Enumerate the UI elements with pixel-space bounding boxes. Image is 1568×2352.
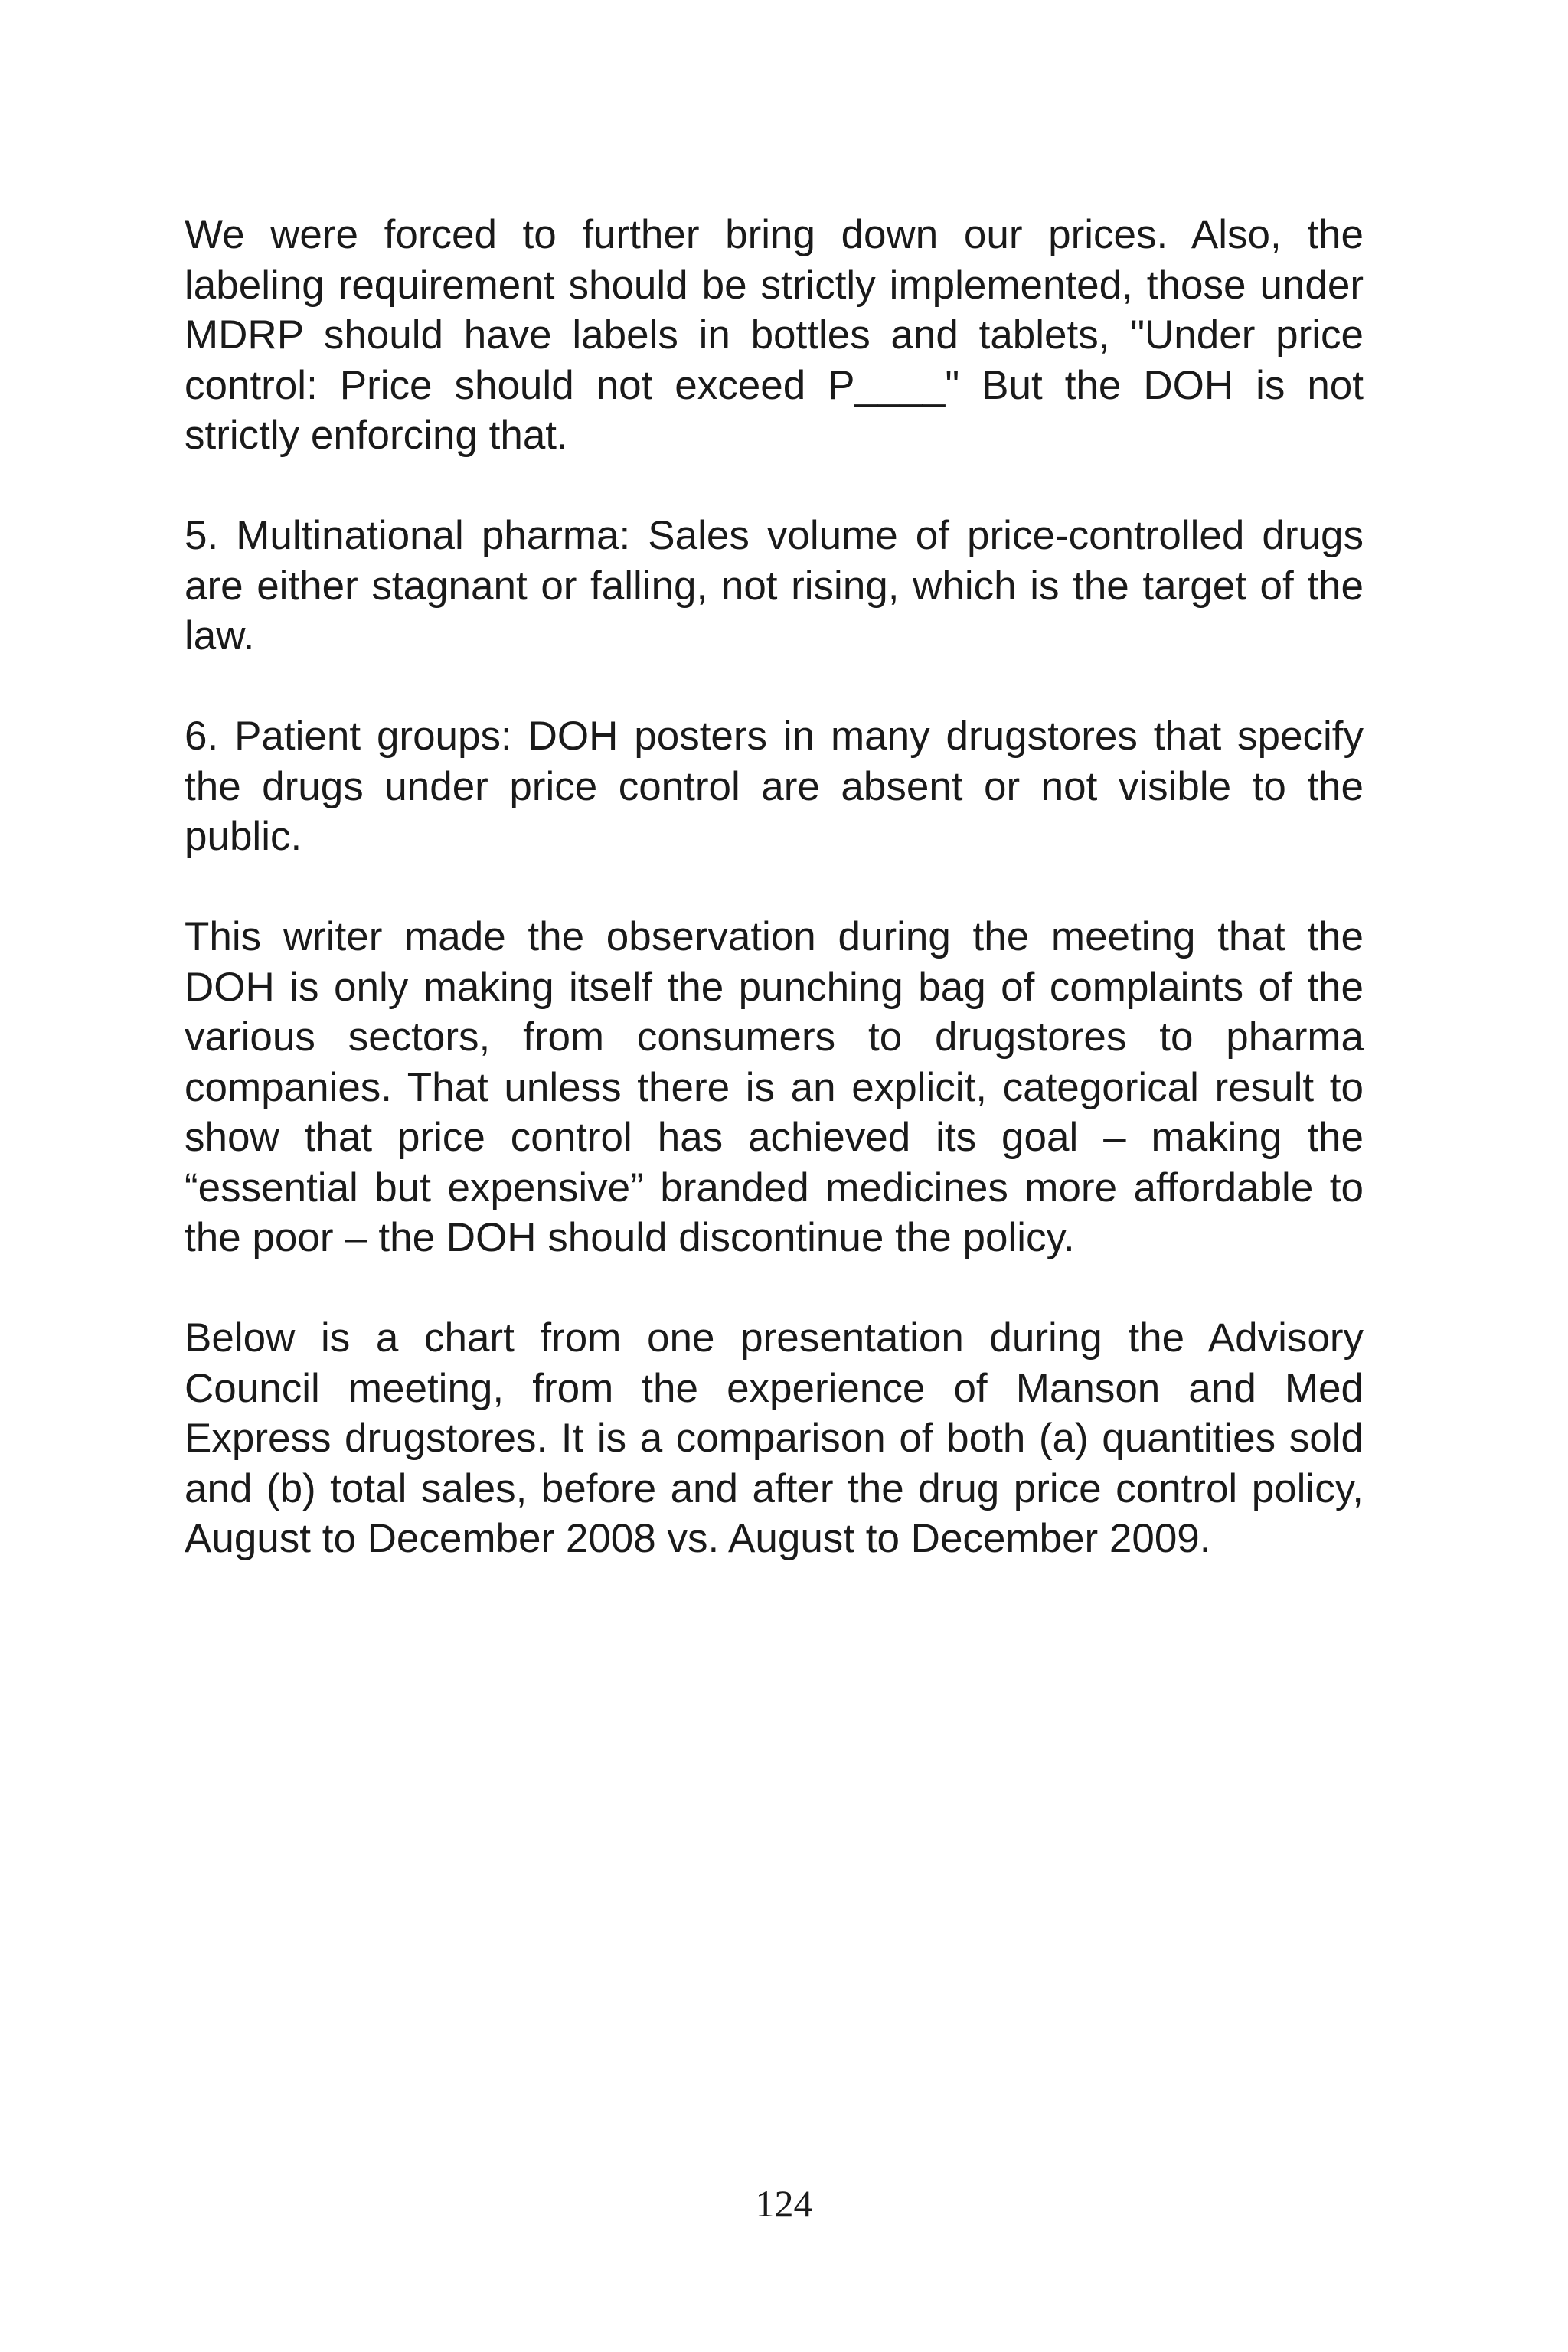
- paragraph-labeling-requirement: We were forced to further bring down our prices. Also, the labeling requirement should be strictly implemented, those under MDRP should have labels in bottles and tablets, "Under price control: Price should not exceed P____" But the DOH is not strictly enforcing that.: [185, 212, 1364, 458]
- paragraph-patient-groups: 6. Patient groups: DOH posters in many drugstores that specify the drugs under price control are absent or not visible to the public.: [185, 714, 1364, 859]
- paragraph-writer-observation: This writer made the observation during the meeting that the DOH is only making itself the punching bag of complaints of the various sectors, from consumers to drugstores to pharma companies. That unless there is an explicit, categorical result to show that price control has achieved its goal – making the “essential but expensive” branded medicines more affordable to the poor – the DOH should discontinue the policy.: [185, 914, 1364, 1260]
- body-text: [185, 210, 1364, 1564]
- paragraph-chart-intro: Below is a chart from one presentation during the Advisory Council meeting, from the experience of Manson and Med Express drugstores. It is a comparison of both (a) quantities sold and (b) total sales, before and after the drug price control policy, August to December 2008 vs. August to December 2009.: [185, 1315, 1364, 1561]
- paragraph-multinational-pharma: 5. Multinational pharma: Sales volume of price-controlled drugs are either stagnant or falling, not rising, which is the target of the law.: [185, 513, 1364, 658]
- page-number: 124: [755, 2182, 813, 2225]
